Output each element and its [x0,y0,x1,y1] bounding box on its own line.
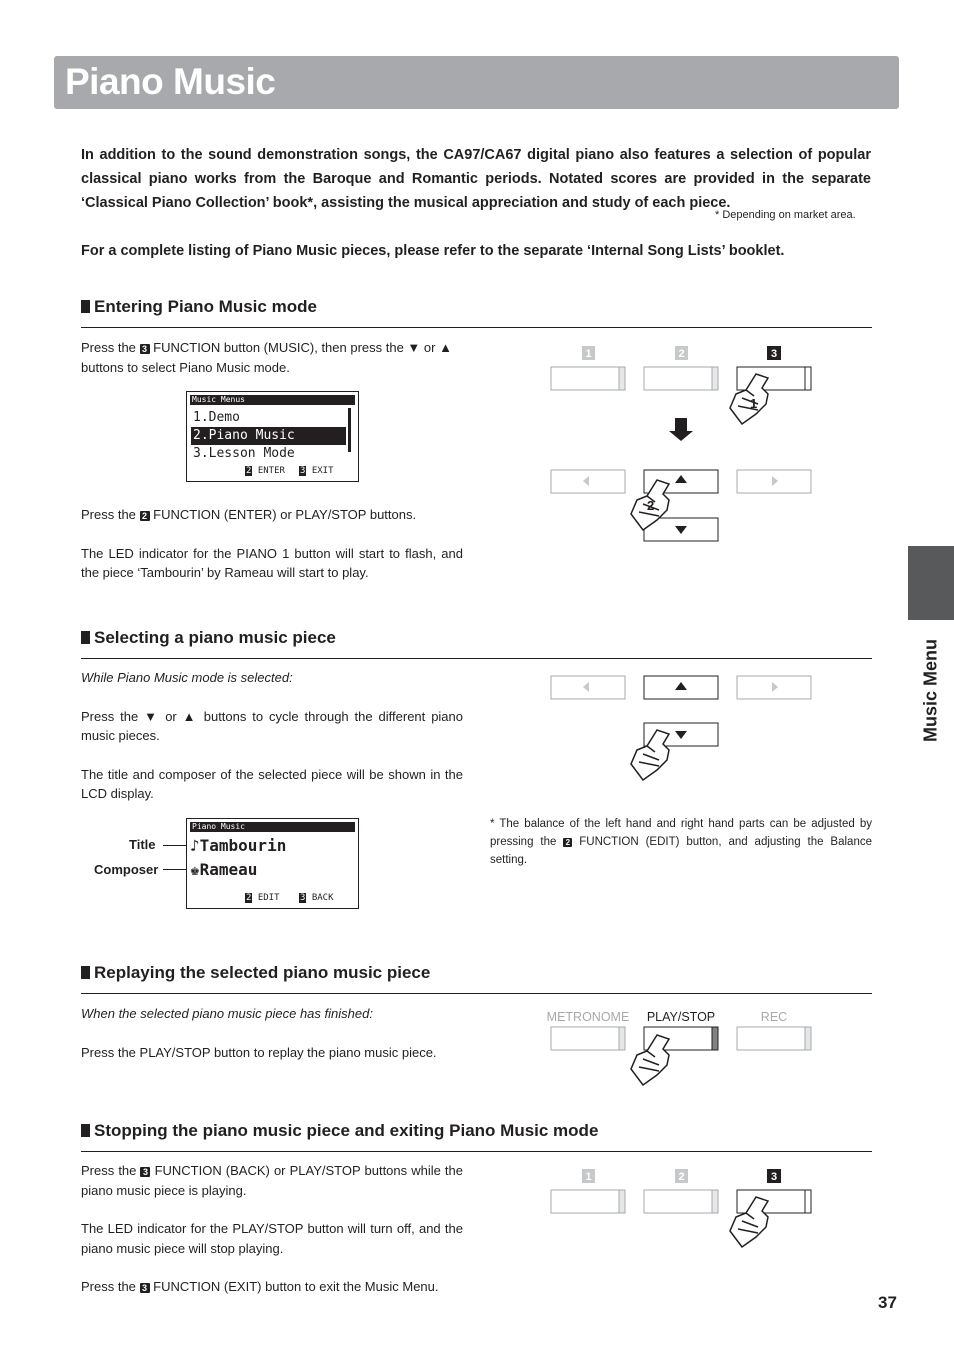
lcd-piano-music [186,818,359,909]
fn-label-2: 2 [678,348,685,360]
fn-label-2: 2 [678,1171,685,1183]
fn-label-1: 1 [585,348,592,360]
s1-button-diagram [545,340,820,555]
section-rule [81,327,872,328]
s4-led-text: The LED indicator for the PLAY/STOP button will turn off, and the piano music piece will stop playing. [81,1221,463,1256]
s1-text-2 [81,505,463,602]
s1-text [81,338,463,396]
function-3-badge: 3 [140,344,150,354]
lcd-header: Piano Music [192,822,245,831]
function-button-1 [551,367,625,390]
section-heading-entering: Entering Piano Music mode [81,297,317,317]
s3-text [81,1004,463,1081]
balance-footnote: * The balance of the left hand and right hand parts can be adjusted by pressing the 2 FUNCTION (EDIT) button, and adjusting the Balance setting. [490,818,872,866]
side-tab-label: Music Menu [920,639,941,743]
s3-step-text: Press the PLAY/STOP button to replay the piano music piece. [81,1044,437,1060]
market-note: * Depending on market area. [715,209,856,221]
lcd-softkey-enter: 2 ENTER [246,466,285,476]
lcd-softkey-exit: 3 EXIT [300,466,334,476]
s2-display-text: The title and composer of the selected piece will be shown in the LCD display. [81,766,463,801]
lcd-softkey-back: 3 BACK [300,893,334,903]
svg-text:1: 1 [750,396,758,411]
metronome-label: METRONOME [546,1010,630,1024]
s4-text [81,1161,463,1316]
fn-label-3: 3 [770,1171,778,1183]
s3-button-diagram [545,1005,820,1095]
lcd-softkey-edit: 2 EDIT [246,893,280,903]
section-rule [81,1151,872,1152]
function-button-2 [644,367,718,390]
svg-text:2: 2 [647,498,655,513]
rec-label: REC [760,1010,788,1024]
section-rule [81,993,872,994]
s1-led-text: The LED indicator for the PIANO 1 button will start to flash, and the piece ‘Tambourin’ by Rameau will start to play. [81,545,463,580]
play-stop-label: PLAY/STOP [646,1010,716,1024]
s1-step2-text: Press the 2 FUNCTION (ENTER) or PLAY/STOP buttons. [81,507,417,522]
callout-line [163,869,187,870]
lcd-menu-item-selected: 2.Piano Music [193,428,295,443]
section-heading-selecting: Selecting a piano music piece [81,628,336,648]
rec-button [737,1027,811,1050]
lcd-song-title: ♪Tambourin [190,836,287,855]
s3-condition: When the selected piano music piece has finished: [81,1006,373,1021]
page-number: 37 [878,1293,897,1312]
callout-line [163,845,187,846]
intro-paragraph: In addition to the sound demonstration songs, the CA97/CA67 digital piano also features a selection of popular classical piano works from the Baroque and Romantic periods. Notated scores are provided in the separate ‘Classical Piano Collection’ book*, assisting the musical appreciation and study of each piece. [81,147,871,211]
lcd-menu-item: 1.Demo [193,410,240,425]
s1-step1-text: Press the 3 FUNCTION button (MUSIC), then press the ▼ or ▲ buttons to select Piano Music mode. [81,340,452,375]
lcd-label-title: Title [129,837,156,852]
page-title-bar [54,56,899,109]
section-heading-replaying: Replaying the selected piano music piece [81,963,430,983]
s4-button-diagram [545,1163,820,1258]
s4-exit-text: Press the 3 FUNCTION (EXIT) button to exit the Music Menu. [81,1279,439,1294]
fn-label-1: 1 [585,1171,592,1183]
function-button-2 [644,1190,718,1213]
s4-step1-text: Press the 3 FUNCTION (BACK) or PLAY/STOP buttons while the piano music piece is playing. [81,1163,464,1198]
function-button-1 [551,1190,625,1213]
section-rule [81,658,872,659]
down-arrow-icon [669,418,693,441]
function-2-badge: 2 [140,511,150,521]
lcd-label-composer: Composer [94,862,159,877]
lcd-song-composer: ♚Rameau [190,860,258,879]
s2-condition: While Piano Music mode is selected: [81,670,293,685]
side-tab-block [908,546,954,620]
metronome-button [551,1027,625,1050]
lcd-menu-item: 3.Lesson Mode [193,446,295,461]
lcd-music-menus [186,391,359,482]
s2-step-text: Press the ▼ or ▲ buttons to cycle through the different piano music pieces. [81,708,463,743]
page-title: Piano Music [65,61,276,102]
fn-label-3: 3 [770,348,778,360]
lcd-header: Music Menus [192,395,245,404]
section-heading-stopping: Stopping the piano music piece and exiting Piano Music mode [81,1121,598,1141]
s2-text [81,668,463,823]
s2-button-diagram [545,670,820,790]
lcd-scrollbar [348,408,351,452]
listing-note: For a complete listing of Piano Music pieces, please refer to the separate ‘Internal Song Lists’ booklet. [81,243,785,259]
